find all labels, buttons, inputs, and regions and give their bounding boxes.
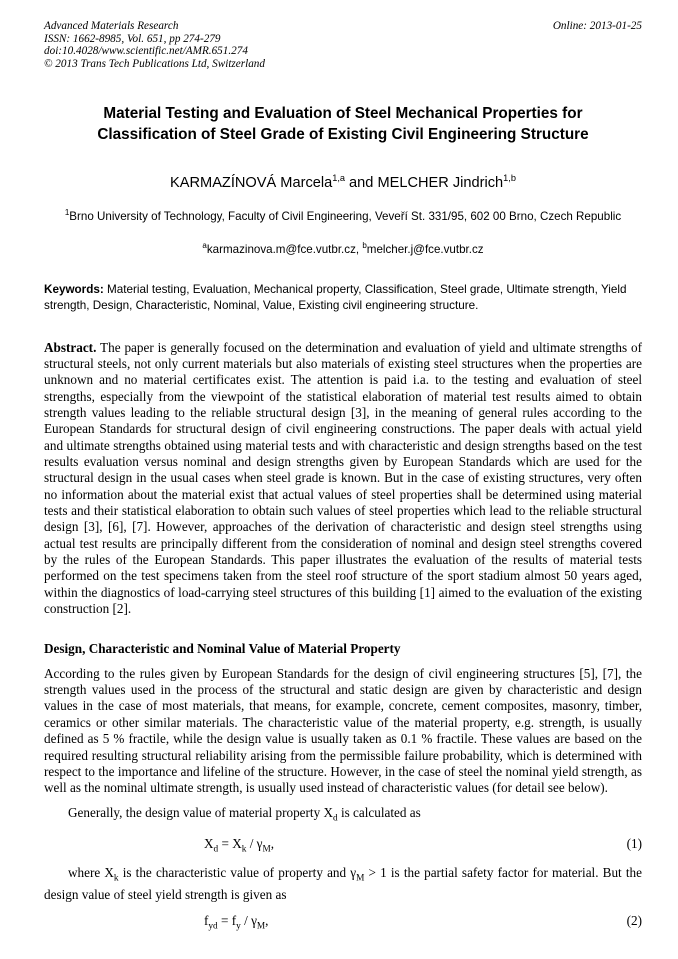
- email-1-marker: a: [202, 240, 207, 250]
- equation-1-gamma-sub: M: [262, 844, 271, 855]
- journal-header-left: [44, 20, 504, 70]
- paragraph-3-part-2: is the characteristic value of property and γ: [118, 865, 357, 881]
- abstract-label: Abstract.: [44, 339, 97, 355]
- journal-issn: ISSN: 1662-8985, Vol. 651, pp 274-279: [44, 32, 221, 45]
- abstract-block: [44, 340, 642, 618]
- page-title-line-1: Material Testing and Evaluation of Steel Mechanical Properties for: [103, 105, 583, 123]
- affiliation: [50, 205, 636, 224]
- equation-2-lhs-var: f: [204, 912, 209, 928]
- paragraph-2-subscript: d: [333, 813, 338, 824]
- abstract-text: The paper is generally focused on the determination and evaluation of yield and ultimate strengths of structural steels, not only current materials but also materials of existing steel structures when the properties are unknown and no material certificates exist. The attention is paid i.a. to the testing and evaluation of steel strengths, especially from the viewpoint of the statistical elaboration of material test results aimed to obtain strength values leading to the reliable structural design [3], in the meaning of general rules according to the European Standards for structural design of civil engineering constructions. The paper deals with actual yield and ultimate strengths obtained using material tests and with characteristic and design strengths based on the test results evaluation versus nominal and design strengths given by European Standards which are used for the structural design in the usual cases when steel grade is known. But in the case of existing structures, very often no information about the material exist that actual values of steel properties shall be determined using material tests and their statistical elaboration to obtain such values of steel properties which lead to the reliable structural design [3], [6], [7]. However, approaches of the derivation of characteristic and design steel strengths using actual test results are principally different from the consideration of nominal and design steel strengths covered by the rules of the European Standards. This paper illustrates the evaluation of the results of material tests performed on the test specimens taken from the steel roof structure of the sport stadium almost 50 years aged, within the diagnostics of load-carrying steel structures of this building [1] aimed to the evaluation of the existing construction [2].: [44, 339, 642, 617]
- section-heading-1: Design, Characteristic and Nominal Value of Material Property: [44, 641, 401, 657]
- paragraph-3-subscript-1: k: [113, 874, 119, 885]
- paragraph-3-part-3: > 1 is the partial safety factor for material. But the design value of steel yield strength is given as: [44, 865, 642, 903]
- paragraph-2-suffix: is calculated as: [337, 804, 421, 820]
- equation-1-rhs-sub: k: [241, 844, 247, 855]
- keywords-text: Material testing, Evaluation, Mechanical property, Classification, Steel grade, Ultimate strength, Yield strength, Design, Characteristic, Nominal, Value, Existing civil engineering structure.: [44, 283, 627, 313]
- equation-1-number: (1): [626, 835, 642, 851]
- page-title: [58, 104, 628, 145]
- equation-1-divider: /: [246, 835, 257, 851]
- section-1-paragraph-1: According to the rules given by European Standards for the design of civil engineering structures [5], [7], the strength values used in the process of the structural and static design are given by characteristic and design values in the case of most materials, that means, for example, concrete, cement composites, masonry, timber, ceramics or other similar materials. The characteristic value of the material property, e.g. strength, is usually defined as 5 % fractile, while the design value is usually taken as 0.1 % fractile. These values are based on the required resulting structural reliability arising from the permissible failure probability, which is determined with respect to the importance and lifeline of the structure. However, in the case of steel the nominal yield strength, as well as the nominal ultimate strength, is usually used instead of characteristic values (for detail see below).: [44, 665, 642, 796]
- section-1-paragraph-3: [44, 865, 642, 903]
- journal-doi: doi:10.4028/www.scientific.net/AMR.651.274: [44, 45, 248, 58]
- keywords-label: Keywords:: [44, 283, 104, 297]
- journal-name: Advanced Materials Research: [44, 20, 179, 32]
- author-list: [44, 169, 642, 192]
- equation-1-operator: =: [218, 835, 233, 851]
- paragraph-3-subscript-2: M: [356, 874, 365, 885]
- author-2-name: MELCHER Jindrich: [377, 175, 504, 192]
- equation-1-lhs-var: X: [204, 835, 214, 851]
- equation-1: [44, 836, 642, 858]
- journal-copyright: © 2013 Trans Tech Publications Ltd, Switzerland: [44, 57, 265, 70]
- equation-2-rhs-sub: y: [236, 921, 241, 932]
- journal-header: [44, 20, 642, 70]
- author-1-affiliation-marker: 1,a: [332, 173, 345, 184]
- keywords-block: [44, 282, 642, 313]
- author-2-affiliation-marker: 1,b: [503, 173, 516, 184]
- author-1-name: KARMAZÍNOVÁ Marcela: [170, 175, 333, 192]
- equation-2-divider: /: [240, 912, 252, 928]
- equation-2-trailing: ,: [265, 912, 269, 928]
- page-title-line-2: Classification of Steel Grade of Existing Civil Engineering Structure: [97, 125, 589, 143]
- email-2-marker: b: [362, 240, 367, 250]
- equation-1-trailing: ,: [270, 835, 275, 851]
- equation-2-lhs-sub: yd: [208, 921, 218, 932]
- paragraph-3-part-1: where X: [68, 865, 114, 881]
- author-conjunction: and: [345, 175, 378, 192]
- affiliation-marker: 1: [64, 208, 70, 218]
- equation-2-operator: =: [217, 912, 232, 928]
- email-separator: ,: [355, 242, 363, 256]
- equation-2-gamma-sub: M: [256, 921, 266, 932]
- equation-2: [44, 913, 642, 935]
- paragraph-2-prefix: Generally, the design value of material property X: [68, 804, 333, 820]
- author-emails: [44, 238, 642, 257]
- online-date: Online: 2013-01-25: [552, 20, 642, 32]
- equation-1-rhs-var: X: [232, 835, 242, 851]
- affiliation-text: Brno University of Technology, Faculty of Civil Engineering, Veveří St. 331/95, 602 00 Brno, Czech Republic: [69, 210, 622, 224]
- equation-1-gamma: γ: [256, 835, 263, 851]
- equation-2-number: (2): [626, 912, 642, 928]
- email-2[interactable]: melcher.j@fce.vutbr.cz: [366, 242, 484, 256]
- email-1[interactable]: karmazinova.m@fce.vutbr.cz: [206, 242, 356, 256]
- equation-1-lhs-sub: d: [213, 844, 219, 855]
- equation-2-rhs-var: f: [231, 912, 237, 928]
- section-1-paragraph-2: [44, 805, 642, 827]
- equation-2-gamma: γ: [251, 912, 257, 928]
